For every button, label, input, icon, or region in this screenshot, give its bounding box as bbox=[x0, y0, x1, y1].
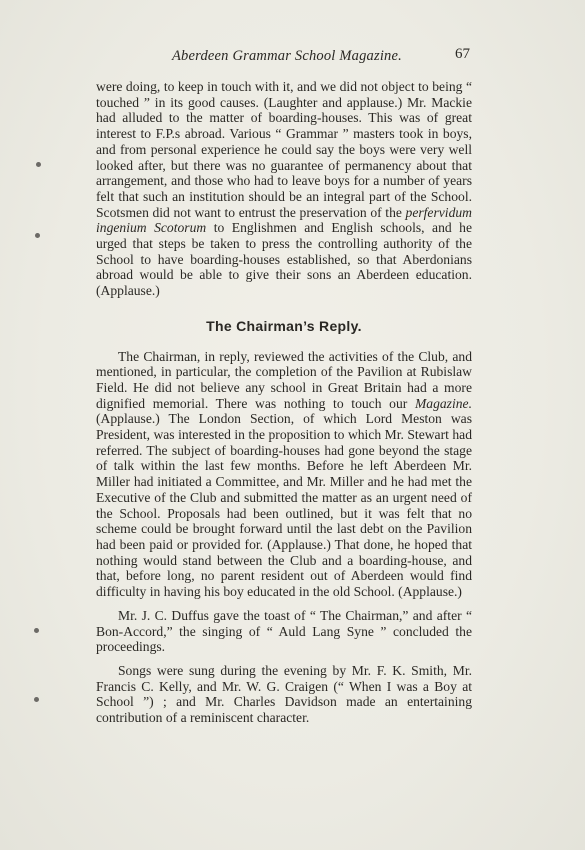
paragraph-2-end: (Applause.) The London Section, of which Lord Meston was President, was interested in the proposition to which Mr. Stewart had referred. The subject of boarding-houses had gone beyond the stage of talk within the last few months. Before he left Aberdeen Mr. Miller had initiated a Committee, and Mr. Miller and he had met the Executive of the Club and submitted the matter as an urgent need of the School. Proposals had been outlined, but it was felt that no scheme could be brought forward until the last debt on the Pavilion had been paid or provided for. (Applause.) That done, he hoped that nothing would stand between the Club and a boarding-house, and that, before long, no parent resident out of Aberdeen would find difficulty in having his boy educated in the old School. (Applause.) bbox=[96, 411, 472, 600]
running-title: Aberdeen Grammar School Magazine. bbox=[172, 48, 402, 64]
paragraph-1-italic: perfervidum ingenium Scotorum bbox=[96, 204, 472, 236]
paragraph-2-italic: Magazine. bbox=[414, 395, 472, 411]
page-number: 67 bbox=[455, 46, 470, 62]
paragraph-3: Mr. J. C. Duffus gave the toast of “ The Chairman,” and after “ Bon-Accord,” the singing of “ Auld Lang Syne ” concluded the proceedings. bbox=[96, 607, 472, 655]
paragraph-4: Songs were sung during the evening by Mr. F. K. Smith, Mr. Francis C. Kelly, and Mr. W. G. Craigen (“ When I was a Boy at School ”) ; and Mr. Charles Davidson made an entertaining contribution of a reminiscent character. bbox=[96, 662, 472, 726]
paragraph-2 bbox=[96, 349, 472, 600]
paragraph-2-text: The Chairman, in reply, reviewed the activities of the Club, and mentioned, in particular, the completion of the Pavilion at Rubislaw Field. He did not believe any school in Great Britain had a more dignified memorial. There was nothing to touch our bbox=[96, 348, 472, 411]
binding-hole-mark bbox=[36, 162, 41, 167]
paragraph-1-end: to Englishmen and English schools, and he urged that steps be taken to press the controlling authority of the School to have boarding-houses established, so that Aberdonians abroad would be able to give their sons an Aberdeen education. (Applause.) bbox=[96, 220, 472, 299]
paragraph-1 bbox=[96, 79, 472, 299]
binding-hole-mark bbox=[35, 233, 40, 238]
page-header bbox=[96, 48, 472, 68]
article-body bbox=[96, 79, 472, 726]
section-heading: The Chairman’s Reply. bbox=[206, 317, 362, 334]
binding-hole-mark bbox=[34, 697, 39, 702]
paragraph-1-text: were doing, to keep in touch with it, and we did not object to being “ touched ” in its good causes. (Laughter and applause.) Mr. Mackie had alluded to the matter of boarding-houses. This was of great interest to F.P.s abroad. Various “ Grammar ” masters took in boys, and from personal experience he could say the boys were very well looked after, but there was no guarantee of permanency about that arrangement, and those who had to leave boys for a number of years felt that such an institution should be an integral part of the School. Scotsmen did not want to entrust the preservation of the bbox=[96, 79, 472, 220]
binding-hole-mark bbox=[34, 628, 39, 633]
